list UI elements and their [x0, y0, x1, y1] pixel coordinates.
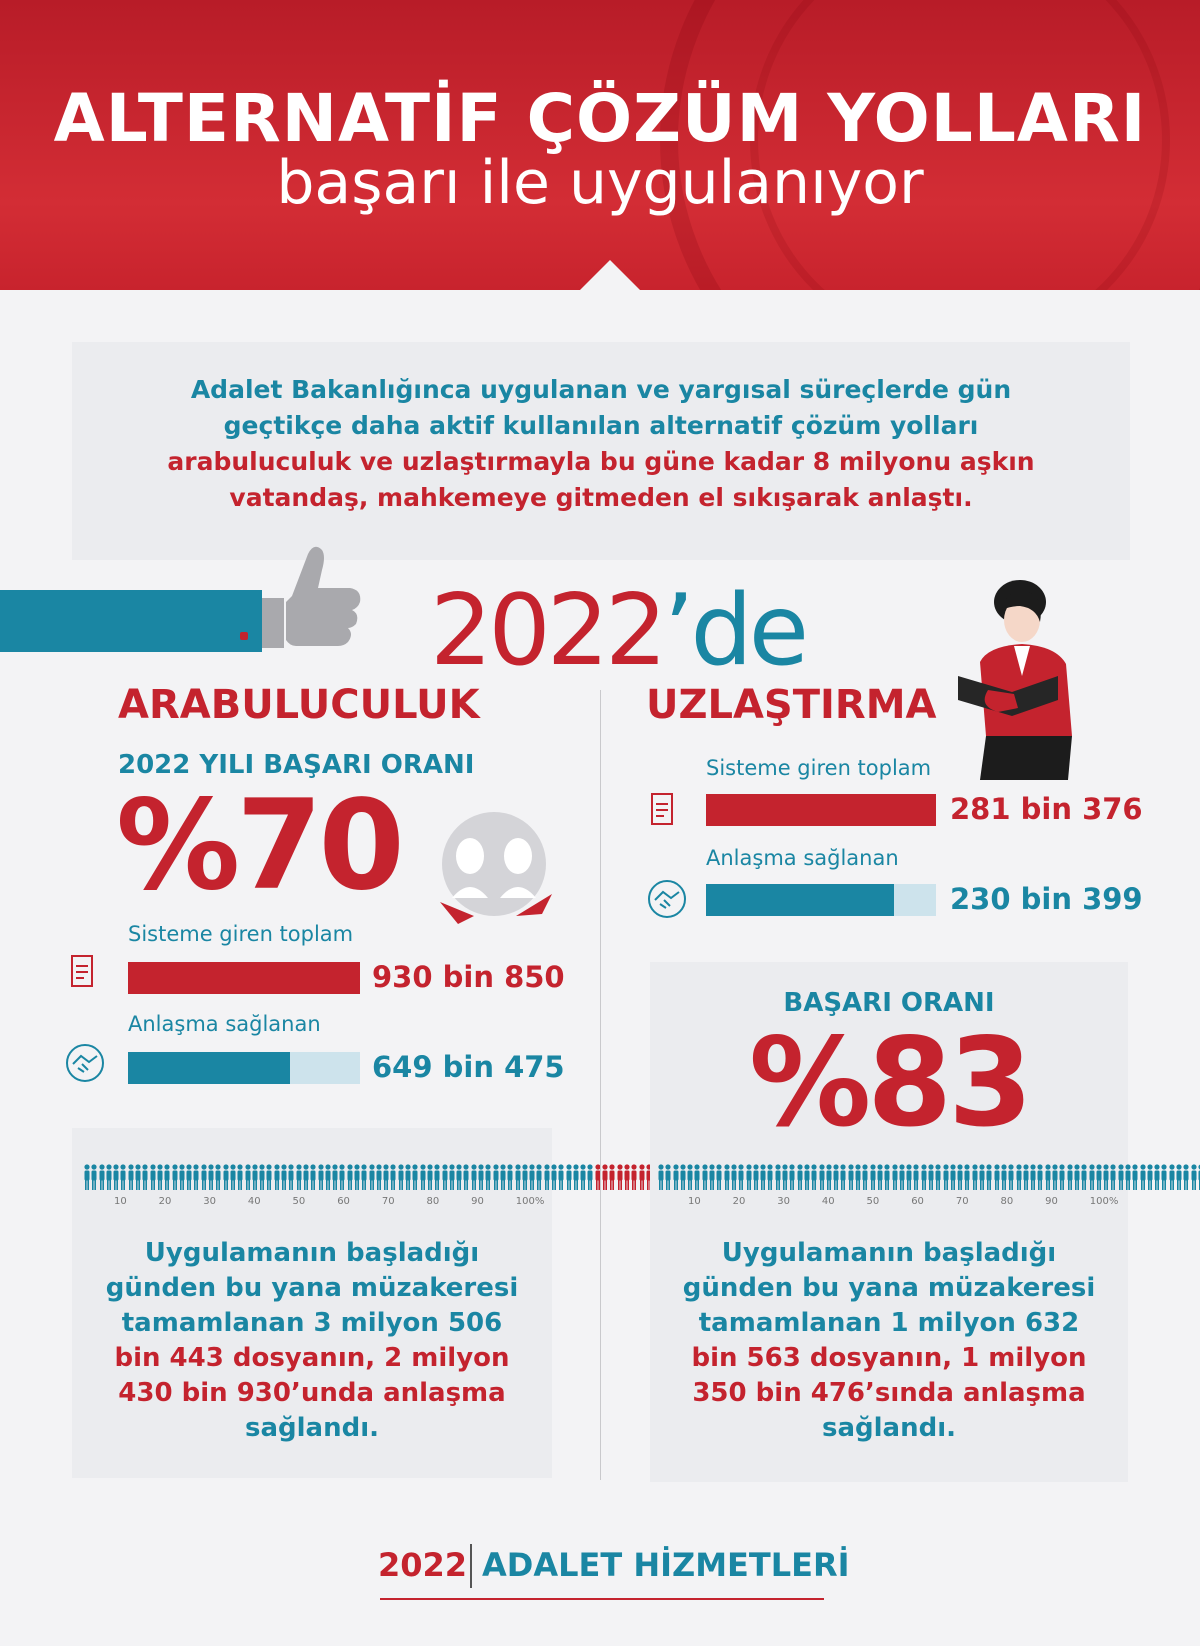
person-icon	[804, 1164, 810, 1190]
person-icon	[617, 1164, 623, 1190]
person-icon	[106, 1164, 112, 1190]
arabuluculuk-agreed-track	[128, 1052, 360, 1084]
arabuluculuk-summary-line-5: 430 bin 930’unda anlaşma	[118, 1378, 506, 1408]
person-icon	[731, 1164, 737, 1190]
person-icon	[797, 1164, 803, 1190]
person-icon	[201, 1164, 207, 1190]
person-icon	[782, 1164, 788, 1190]
person-icon	[1001, 1164, 1007, 1190]
person-icon	[186, 1164, 192, 1190]
person-icon	[361, 1164, 367, 1190]
handshake-icon	[64, 1042, 106, 1084]
person-icon	[972, 1164, 978, 1190]
person-icon	[369, 1164, 375, 1190]
axis-tick-label: 40	[247, 1196, 261, 1207]
person-icon	[1089, 1164, 1095, 1190]
uzlastirma-rate: %83	[748, 1012, 1029, 1154]
person-icon	[892, 1164, 898, 1190]
person-icon	[164, 1164, 170, 1190]
person-icon	[1023, 1164, 1029, 1190]
person-icon	[332, 1164, 338, 1190]
footer-name: ADALET HİZMETLERİ	[482, 1546, 850, 1584]
person-icon	[398, 1164, 404, 1190]
arabuluculuk-total-value: 930 bin 850	[372, 960, 565, 994]
person-icon	[1191, 1164, 1197, 1190]
arabuluculuk-summary-line-4: bin 443 dosyanın, 2 milyon	[114, 1343, 510, 1373]
uzlastirma-summary-line-3: tamamlanan 1 milyon 632	[698, 1308, 1080, 1338]
axis-tick-label: 80	[426, 1196, 440, 1207]
person-icon	[515, 1164, 521, 1190]
accent-dot	[240, 632, 248, 640]
axis-tick-label: 50	[866, 1196, 880, 1207]
uzlastirma-agreed-bar	[706, 884, 894, 916]
person-icon	[507, 1164, 513, 1190]
person-icon	[716, 1164, 722, 1190]
axis-tick-label: 20	[732, 1196, 746, 1207]
person-icon	[310, 1164, 316, 1190]
person-icon	[303, 1164, 309, 1190]
person-icon	[855, 1164, 861, 1190]
person-icon	[877, 1164, 883, 1190]
person-icon	[658, 1164, 664, 1190]
person-icon	[259, 1164, 265, 1190]
accent-band	[0, 590, 262, 652]
person-icon	[943, 1164, 949, 1190]
person-icon	[724, 1164, 730, 1190]
axis-tick-label: 80	[1000, 1196, 1014, 1207]
person-icon	[383, 1164, 389, 1190]
axis-tick-label: 30	[777, 1196, 790, 1207]
person-icon	[536, 1164, 542, 1190]
uzlastirma-title: UZLAŞTIRMA	[646, 682, 937, 728]
person-icon	[680, 1164, 686, 1190]
person-icon	[91, 1164, 97, 1190]
footer-separator	[470, 1544, 472, 1588]
person-icon	[485, 1164, 491, 1190]
person-icon	[449, 1164, 455, 1190]
person-icon	[826, 1164, 832, 1190]
person-icon	[405, 1164, 411, 1190]
person-icon	[609, 1164, 615, 1190]
person-icon	[935, 1164, 941, 1190]
uzlastirma-summary-line-4: bin 563 dosyanın, 1 milyon	[691, 1343, 1087, 1373]
person-icon	[906, 1164, 912, 1190]
person-icon	[573, 1164, 579, 1190]
person-icon	[281, 1164, 287, 1190]
axis-tick-label: 70	[381, 1196, 395, 1207]
person-icon	[811, 1164, 817, 1190]
arabuluculuk-title: ARABULUCULUK	[118, 682, 480, 728]
person-icon	[1183, 1164, 1189, 1190]
person-icon	[296, 1164, 302, 1190]
thumbs-up-icon	[262, 538, 364, 658]
person-icon	[223, 1164, 229, 1190]
page-subtitle: başarı ile uygulanıyor	[276, 148, 924, 218]
arabuluculuk-summary-line-1: Uygulamanın başladığı	[144, 1238, 480, 1268]
column-divider	[600, 690, 601, 1480]
person-icon	[172, 1164, 178, 1190]
arabuluculuk-summary-line-2: günden bu yana müzakeresi	[105, 1273, 519, 1303]
axis-tick-label: 10	[114, 1196, 127, 1207]
axis-tick-label: 100%	[515, 1196, 545, 1207]
person-icon	[478, 1164, 484, 1190]
document-icon	[646, 790, 680, 830]
person-icon	[1132, 1164, 1138, 1190]
person-icon	[347, 1164, 353, 1190]
person-icon	[84, 1164, 90, 1190]
person-icon	[1052, 1164, 1058, 1190]
person-icon	[775, 1164, 781, 1190]
person-icon	[709, 1164, 715, 1190]
person-icon	[493, 1164, 499, 1190]
person-icon	[639, 1164, 645, 1190]
uzlastirma-total-bar	[706, 794, 936, 826]
person-icon	[1016, 1164, 1022, 1190]
person-icon	[434, 1164, 440, 1190]
person-icon	[150, 1164, 156, 1190]
person-icon	[456, 1164, 462, 1190]
axis-tick-label: 100%	[1089, 1196, 1119, 1207]
person-icon	[819, 1164, 825, 1190]
person-icon	[193, 1164, 199, 1190]
axis-tick-label: 90	[1045, 1196, 1058, 1207]
person-icon	[266, 1164, 272, 1190]
person-icon	[208, 1164, 214, 1190]
axis-tick-label: 50	[292, 1196, 306, 1207]
person-icon	[252, 1164, 258, 1190]
uzlastirma-summary-line-2: günden bu yana müzakeresi	[682, 1273, 1096, 1303]
person-icon	[833, 1164, 839, 1190]
uzlastirma-total-label: Sisteme giren toplam	[706, 756, 932, 780]
uzlastirma-rate-label: BAŞARI ORANI	[783, 988, 995, 1018]
person-icon	[113, 1164, 119, 1190]
person-icon	[442, 1164, 448, 1190]
person-icon	[789, 1164, 795, 1190]
person-icon	[964, 1164, 970, 1190]
person-icon	[529, 1164, 535, 1190]
arabuluculuk-rate: %70	[116, 774, 401, 918]
year-heading-suffix: ’de	[663, 574, 806, 688]
person-icon	[602, 1164, 608, 1190]
year-heading-year: 2022	[430, 574, 664, 688]
person-icon	[986, 1164, 992, 1190]
footer-year: 2022	[378, 1546, 468, 1584]
person-icon	[1067, 1164, 1073, 1190]
arabuluculuk-total-label: Sisteme giren toplam	[128, 922, 354, 946]
axis-tick-label: 60	[911, 1196, 924, 1207]
axis-tick-label: 60	[337, 1196, 350, 1207]
person-icon	[1169, 1164, 1175, 1190]
person-icon	[840, 1164, 846, 1190]
person-icon	[687, 1164, 693, 1190]
person-icon	[1110, 1164, 1116, 1190]
uzlastirma-total-value: 281 bin 376	[950, 792, 1143, 826]
document-icon	[66, 952, 100, 992]
person-icon	[230, 1164, 236, 1190]
person-icon	[624, 1164, 630, 1190]
person-icon	[921, 1164, 927, 1190]
person-icon	[738, 1164, 744, 1190]
arabuluculuk-agreed-value: 649 bin 475	[372, 1050, 565, 1084]
uzlastirma-summary-line-1: Uygulamanın başladığı	[721, 1238, 1057, 1268]
person-icon	[587, 1164, 593, 1190]
axis-tick-label: 30	[203, 1196, 216, 1207]
person-icon	[1030, 1164, 1036, 1190]
axis-tick-label: 40	[821, 1196, 835, 1207]
person-icon	[318, 1164, 324, 1190]
person-icon	[979, 1164, 985, 1190]
person-icon	[427, 1164, 433, 1190]
person-icon	[551, 1164, 557, 1190]
person-icon	[1125, 1164, 1131, 1190]
axis-tick-label: 90	[471, 1196, 484, 1207]
year-heading	[430, 574, 805, 688]
person-icon	[135, 1164, 141, 1190]
woman-reading-icon	[958, 580, 1098, 780]
person-icon	[1037, 1164, 1043, 1190]
person-icon	[179, 1164, 185, 1190]
person-icon	[1118, 1164, 1124, 1190]
intro-line-4: vatandaş, mahkemeye gitmeden el sıkışarak anlaştı.	[229, 483, 973, 512]
person-icon	[522, 1164, 528, 1190]
person-icon	[1103, 1164, 1109, 1190]
uzlastirma-axis	[688, 1196, 1120, 1210]
person-icon	[390, 1164, 396, 1190]
arabuluculuk-summary	[86, 1236, 538, 1446]
person-icon	[120, 1164, 126, 1190]
arabuluculuk-summary-line-6: sağlandı.	[245, 1413, 379, 1443]
person-icon	[673, 1164, 679, 1190]
uzlastirma-person-chart	[658, 1164, 1200, 1190]
uzlastirma-agreed-label: Anlaşma sağlanan	[706, 846, 899, 870]
person-icon	[325, 1164, 331, 1190]
person-icon	[99, 1164, 105, 1190]
person-icon	[928, 1164, 934, 1190]
person-icon	[412, 1164, 418, 1190]
arabuluculuk-total-bar	[128, 962, 360, 994]
person-icon	[274, 1164, 280, 1190]
person-icon	[753, 1164, 759, 1190]
person-icon	[1045, 1164, 1051, 1190]
person-icon	[1074, 1164, 1080, 1190]
person-icon	[288, 1164, 294, 1190]
handshake-icon	[646, 878, 688, 920]
person-icon	[566, 1164, 572, 1190]
person-icon	[994, 1164, 1000, 1190]
person-icon	[665, 1164, 671, 1190]
person-icon	[500, 1164, 506, 1190]
person-icon	[1147, 1164, 1153, 1190]
uzlastirma-agreed-value: 230 bin 399	[950, 882, 1143, 916]
uzlastirma-summary	[660, 1236, 1118, 1446]
person-icon	[767, 1164, 773, 1190]
person-icon	[899, 1164, 905, 1190]
person-icon	[215, 1164, 221, 1190]
person-icon	[1154, 1164, 1160, 1190]
person-icon	[1008, 1164, 1014, 1190]
person-icon	[746, 1164, 752, 1190]
person-icon	[631, 1164, 637, 1190]
axis-tick-label: 10	[688, 1196, 701, 1207]
axis-tick-label: 70	[955, 1196, 969, 1207]
person-icon	[463, 1164, 469, 1190]
person-icon	[157, 1164, 163, 1190]
intro-line-3: arabuluculuk ve uzlaştırmayla bu güne kadar 8 milyonu aşkın	[167, 447, 1035, 476]
person-icon	[848, 1164, 854, 1190]
arabuluculuk-agreed-label: Anlaşma sağlanan	[128, 1012, 321, 1036]
person-icon	[1140, 1164, 1146, 1190]
person-icon	[1059, 1164, 1065, 1190]
person-icon	[870, 1164, 876, 1190]
person-icon	[544, 1164, 550, 1190]
person-icon	[142, 1164, 148, 1190]
page-title: ALTERNATİF ÇÖZÜM YOLLARI	[53, 80, 1147, 157]
person-icon	[702, 1164, 708, 1190]
person-icon	[913, 1164, 919, 1190]
person-icon	[237, 1164, 243, 1190]
person-icon	[245, 1164, 251, 1190]
person-icon	[1176, 1164, 1182, 1190]
person-icon	[950, 1164, 956, 1190]
person-icon	[1096, 1164, 1102, 1190]
arabuluculuk-summary-line-3: tamamlanan 3 milyon 506	[121, 1308, 503, 1338]
person-icon	[957, 1164, 963, 1190]
person-icon	[884, 1164, 890, 1190]
person-icon	[354, 1164, 360, 1190]
person-icon	[376, 1164, 382, 1190]
uzlastirma-summary-line-6: sağlandı.	[822, 1413, 956, 1443]
axis-tick-label: 20	[158, 1196, 172, 1207]
person-icon	[558, 1164, 564, 1190]
arabuluculuk-axis	[114, 1196, 546, 1210]
person-icon	[580, 1164, 586, 1190]
person-icon	[862, 1164, 868, 1190]
person-icon	[1161, 1164, 1167, 1190]
person-icon	[128, 1164, 134, 1190]
person-icon	[471, 1164, 477, 1190]
person-icon	[339, 1164, 345, 1190]
person-icon	[1081, 1164, 1087, 1190]
people-dialog-icon	[430, 812, 570, 924]
person-icon	[694, 1164, 700, 1190]
intro-line-1: Adalet Bakanlığınca uygulanan ve yargısal süreçlerde gün	[190, 375, 1012, 404]
person-icon	[420, 1164, 426, 1190]
arabuluculuk-agreed-bar	[128, 1052, 290, 1084]
footer-underline	[380, 1598, 824, 1600]
uzlastirma-agreed-track	[706, 884, 936, 916]
intro-line-2: geçtikçe daha aktif kullanılan alternatif çözüm yolları	[223, 411, 979, 440]
person-icon	[760, 1164, 766, 1190]
uzlastirma-summary-line-5: 350 bin 476’sında anlaşma	[692, 1378, 1086, 1408]
arabuluculuk-rate-label: 2022 YILI BAŞARI ORANI	[118, 750, 475, 780]
header-notch	[576, 260, 644, 294]
